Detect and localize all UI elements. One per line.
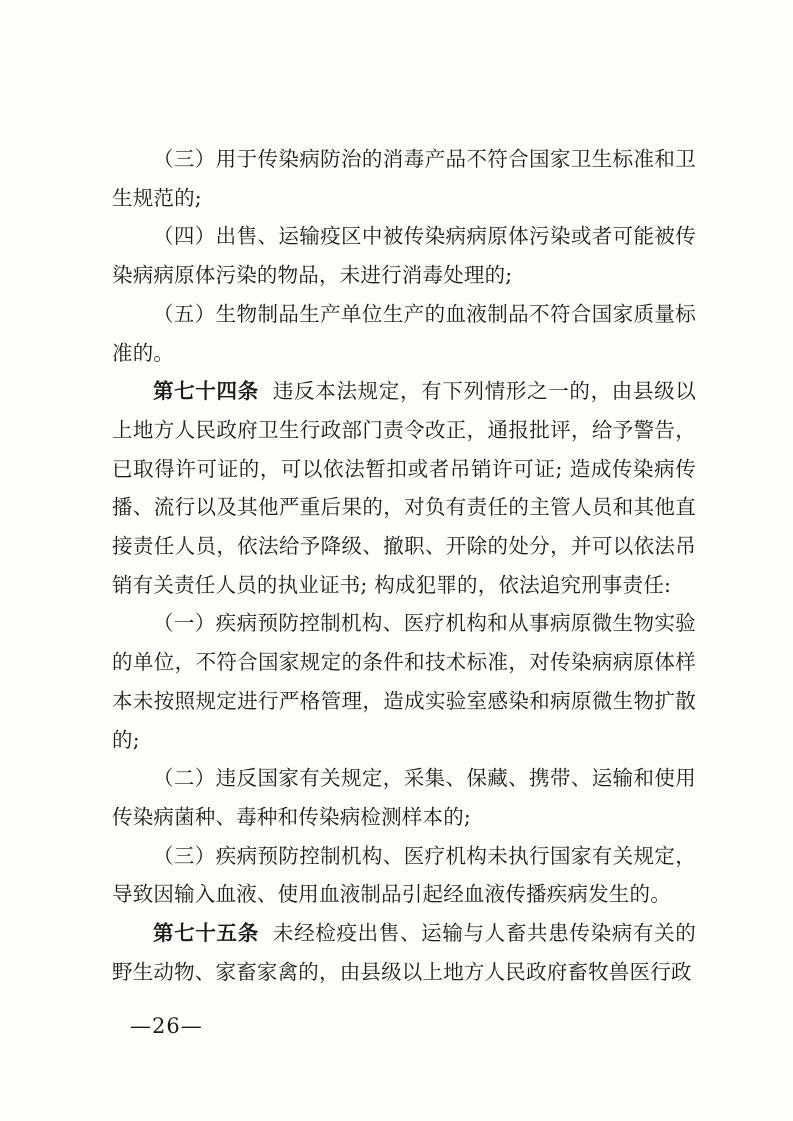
- paragraph-item-2: [112, 759, 696, 836]
- paragraph-item-3: [112, 140, 696, 217]
- article-74: [112, 372, 696, 604]
- paragraph-item-5: [112, 295, 696, 372]
- article-heading: 第七十五条: [153, 921, 259, 946]
- paragraph-item-1: [112, 604, 696, 759]
- page-number: —26—: [130, 1014, 203, 1038]
- body-text: [112, 140, 696, 991]
- paragraph-text: （四）出售、运输疫区中被传染病病原体污染或者可能被传染病病原体污染的物品，未进行消毒处理的;: [112, 224, 696, 288]
- paragraph-text: （二）违反国家有关规定，采集、保藏、携带、运输和使用传染病菌种、毒种和传染病检测样本的;: [112, 766, 696, 829]
- paragraph-item-4: [112, 217, 696, 294]
- paragraph-text: （三）疾病预防控制机构、医疗机构未执行国家有关规定，导致因输入血液、使用血液制品引起经血液传播疾病发生的。: [112, 843, 696, 907]
- article-75: [112, 914, 696, 991]
- article-text: 违反本法规定，有下列情形之一的，由县级以上地方人民政府卫生行政部门责令改正，通报批评，给予警告，已取得许可证的，可以依法暂扣或者吊销许可证; 造成传染病传播、流行以及其他严重后果的，对负有责任的主管人员和其他直接责任人员，依法给予降级、撤职、开除的处分，并可以依法吊销有关责任人员的执业证书; 构成犯罪的，依法追究刑事责任:: [112, 379, 697, 597]
- paragraph-item-3b: [112, 837, 696, 914]
- paragraph-text: （三）用于传染病防治的消毒产品不符合国家卫生标准和卫生规范的;: [112, 147, 696, 210]
- article-text: 未经检疫出售、运输与人畜共患传染病有关的野生动物、家畜家禽的，由县级以上地方人民政府畜牧兽医行政: [112, 921, 697, 984]
- paragraph-text: （一）疾病预防控制机构、医疗机构和从事病原微生物实验的单位，不符合国家规定的条件和技术标准，对传染病病原体样本未按照规定进行严格管理，造成实验室感染和病原微生物扩散的;: [112, 611, 696, 752]
- paragraph-text: （五）生物制品生产单位生产的血液制品不符合国家质量标准的。: [112, 301, 696, 365]
- article-heading: 第七十四条: [153, 379, 259, 404]
